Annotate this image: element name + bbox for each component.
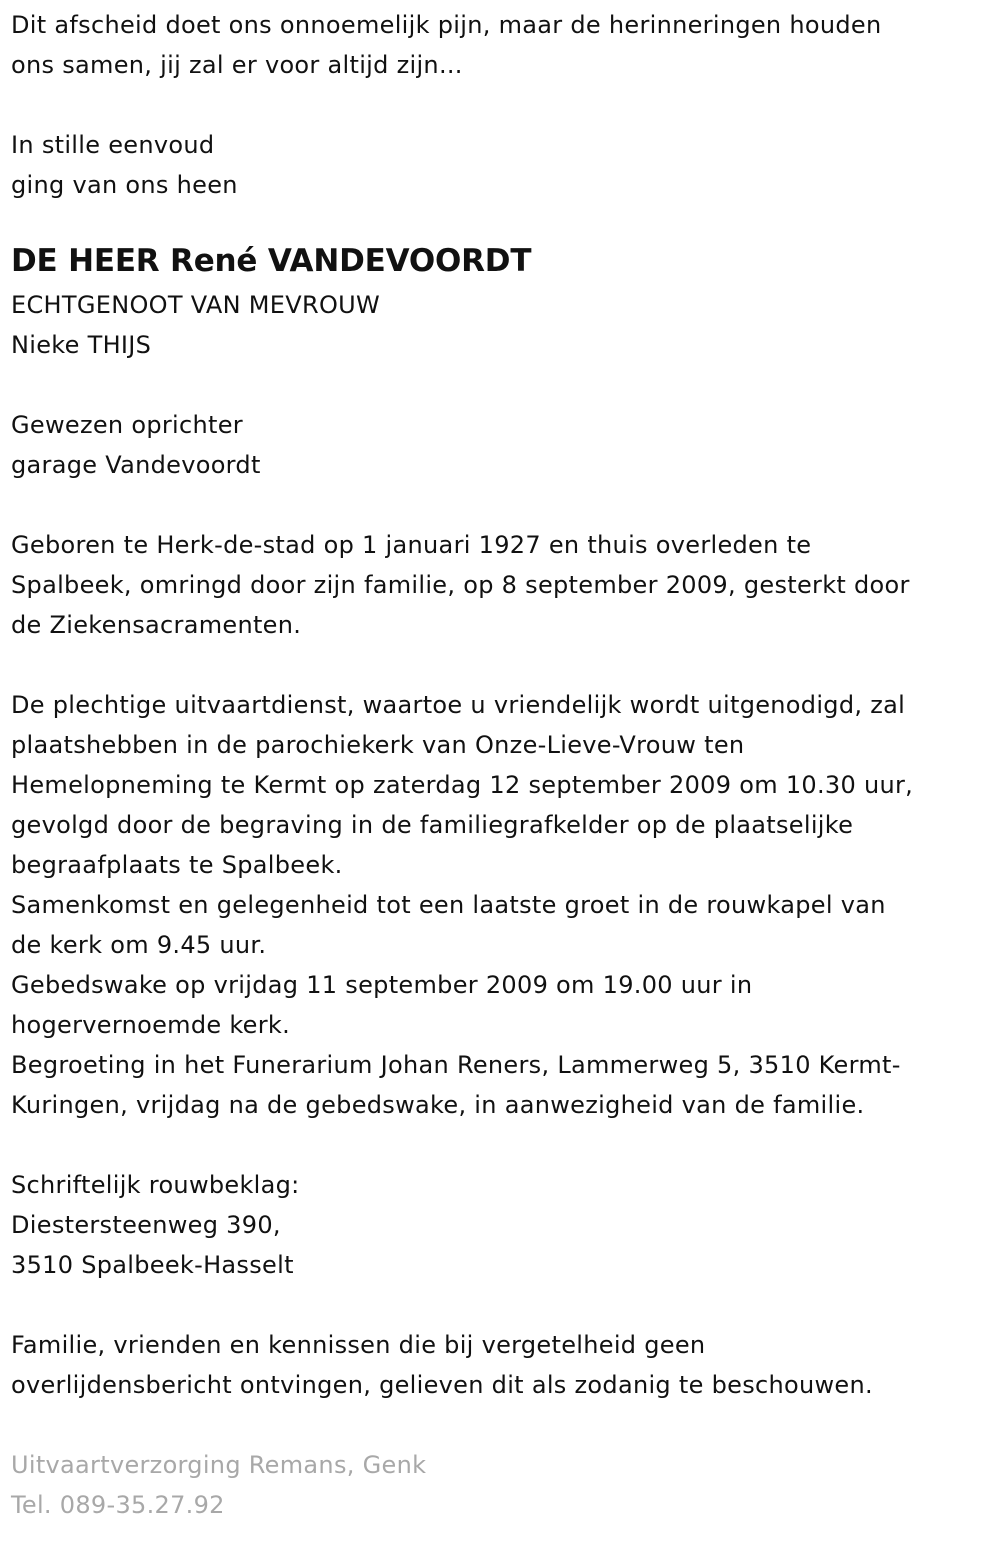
text-line: Geboren te Herk-de-stad op 1 januari 1927 en thuis overleden te bbox=[11, 531, 812, 559]
text-line: plaatshebben in de parochiekerk van Onze-Lieve-Vrouw ten bbox=[11, 731, 745, 759]
text-line: Nieke THIJS bbox=[11, 331, 152, 359]
text-line: de Ziekensacramenten. bbox=[11, 611, 302, 639]
text-line: De plechtige uitvaartdienst, waartoe u vriendelijk wordt uitgenodigd, zal bbox=[11, 691, 906, 719]
text-line: garage Vandevoordt bbox=[11, 451, 261, 479]
text-line: Schriftelijk rouwbeklag: bbox=[11, 1171, 300, 1199]
funeral-info bbox=[11, 685, 1000, 1125]
text-line: Gebedswake op vrijdag 11 september 2009 om 19.00 uur in bbox=[11, 971, 753, 999]
funeral-director-footer bbox=[11, 1445, 1000, 1525]
text-line: Kuringen, vrijdag na de gebedswake, in aanwezigheid van de familie. bbox=[11, 1091, 865, 1119]
birth-death-info bbox=[11, 525, 1000, 645]
intro-text bbox=[11, 5, 1000, 85]
text-line: hogervernoemde kerk. bbox=[11, 1011, 291, 1039]
notice-text bbox=[11, 1325, 1000, 1405]
occupation-info bbox=[11, 405, 1000, 485]
spouse-info bbox=[11, 285, 1000, 365]
text-line: Familie, vrienden en kennissen die bij vergetelheid geen bbox=[11, 1331, 706, 1359]
text-line: Samenkomst en gelegenheid tot een laatste groet in de rouwkapel van bbox=[11, 891, 886, 919]
text-line: Gewezen oprichter bbox=[11, 411, 243, 439]
funeral-director-name: Uitvaartverzorging Remans, Genk bbox=[11, 1451, 427, 1479]
funeral-director-phone: Tel. 089-35.27.92 bbox=[11, 1491, 225, 1519]
text-line: Hemelopneming te Kermt op zaterdag 12 september 2009 om 10.30 uur, bbox=[11, 771, 914, 799]
deceased-name: DE HEER René VANDEVOORDT bbox=[11, 243, 532, 279]
text-line: Dit afscheid doet ons onnoemelijk pijn, maar de herinneringen houden bbox=[11, 11, 882, 39]
condolence-address bbox=[11, 1165, 1000, 1285]
text-line: Spalbeek, omringd door zijn familie, op 8 september 2009, gesterkt door bbox=[11, 571, 910, 599]
text-line: ECHTGENOOT VAN MEVROUW bbox=[11, 291, 381, 319]
passing-text bbox=[11, 125, 1000, 205]
text-line: In stille eenvoud bbox=[11, 131, 215, 159]
text-line: ging van ons heen bbox=[11, 171, 238, 199]
text-line: Diestersteenweg 390, bbox=[11, 1211, 281, 1239]
text-line: Begroeting in het Funerarium Johan Reners, Lammerweg 5, 3510 Kermt- bbox=[11, 1051, 901, 1079]
text-line: begraafplaats te Spalbeek. bbox=[11, 851, 343, 879]
text-line: 3510 Spalbeek-Hasselt bbox=[11, 1251, 294, 1279]
text-line: de kerk om 9.45 uur. bbox=[11, 931, 267, 959]
text-line: ons samen, jij zal er voor altijd zijn... bbox=[11, 51, 463, 79]
text-line: overlijdensbericht ontvingen, gelieven dit als zodanig te beschouwen. bbox=[11, 1371, 873, 1399]
text-line: gevolgd door de begraving in de familiegrafkelder op de plaatselijke bbox=[11, 811, 854, 839]
